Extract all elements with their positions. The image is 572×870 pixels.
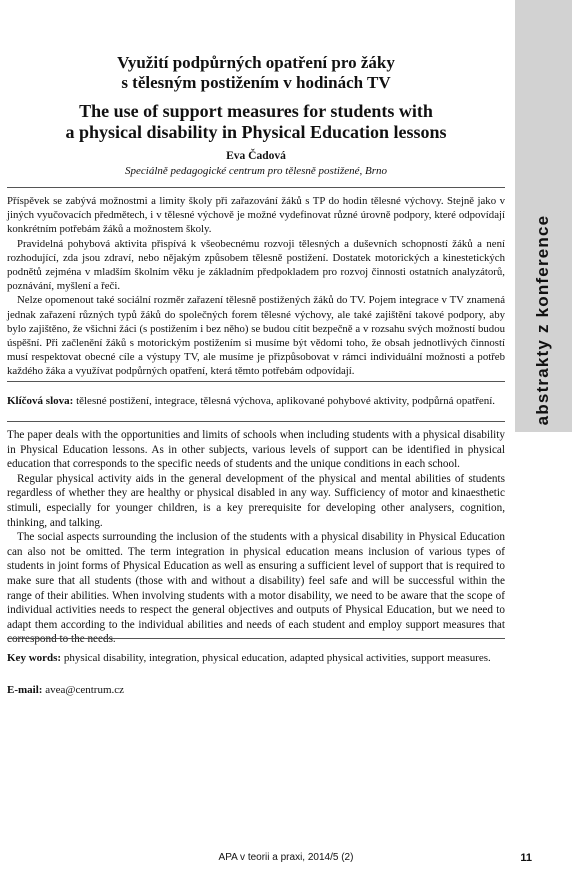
czech-abstract-paragraph: Nelze opomenout také sociální rozměr zařazení tělesně postižených žáků do TV. Pojem integrace v TV znamená jednak zařazení různých typů žáků do společných forem tělesné výchovy, ale také zajištění takové podpory, aby bylo zajištěno, že všichni žáci (s postižením i bez něho) se budou cítit bezpečně a v rozsahu svých možností budou úspěšní. Při začlenění žáků s motorickým postižením si musíme být vědomi toho, že obsah jednotlivých činností musí respektovat obecné cíle a výstupy TV, ale musíme je přizpůsobovat v rámci individuální možnosti a potřeb každého žáka a využívat podpůrných opatření, která těmto potřebám odpovídají. xyxy=(7,294,505,378)
divider xyxy=(7,187,505,188)
czech-abstract-paragraph: Pravidelná pohybová aktivita přispívá k všeobecnému rozvoji tělesných a duševních schopností žáků a není rozhodující, zda jsou zdraví, nebo nějakým způsobem tělesně postižení. Dostatek motorických a kinestetických podnětů zejména v mladším školním věku je základním předpokladem pro rozvoj činnosti ostatních analyzátorů, poznávání, myšlení a řeči. xyxy=(7,237,505,293)
english-abstract-paragraph: Regular physical activity aids in the general development of the physical and mental abilities of students regardless of whether they are healthy or physical disabled in any way. Sufficiency of motor and kinaesthetic stimuli, especially for younger children, is a key prerequisite for developing other analysers, cognition, thinking, and talking. xyxy=(7,472,505,529)
email-line xyxy=(7,683,505,697)
english-abstract-paragraph: The paper deals with the opportunities and limits of schools when including students with a physical disability in Physical Education lessons. As in other subjects, various levels of support can be identified in physical education that corresponds to the specific needs of students and the unique conditions in each school. xyxy=(7,429,505,471)
czech-title-line-1: Využití podpůrných opatření pro žáky xyxy=(117,53,395,72)
journal-citation: APA v teorii a praxi, 2014/5 (2) xyxy=(218,852,354,863)
czech-keywords-label: Klíčová slova: xyxy=(7,395,74,407)
divider xyxy=(7,381,505,382)
divider xyxy=(7,421,505,422)
english-keywords xyxy=(7,651,505,665)
conference-abstracts-sidebar xyxy=(515,0,572,432)
czech-title-line-2: s tělesným postižením v hodinách TV xyxy=(121,73,391,92)
english-abstract-paragraph: The social aspects surrounding the inclusion of the students with a physical disability in Physical Education can also not be omitted. The term integration in physical education means inclusion of various types of students in joint forms of Physical Education as well as ensuring a sufficient level of support that is required to make sure that all students (those with and without a disability) feel safe and will be successful within the range of their abilities. When involving students with a motor disability, we need to be aware that the scope of individual activities needs to respect the general objectives and outputs of Physical Education, but we need to adapt them according to the individual abilities and needs of each student and employ support measures that correspond to the needs. xyxy=(7,531,505,646)
english-title-line-1: The use of support measures for students with xyxy=(79,101,433,121)
czech-abstract-paragraph: Příspěvek se zabývá možnostmi a limity školy při zařazování žáků s TP do hodin tělesné výchovy. Stejně jako v jiných vyučovacích předmětech, i v tělesné výchově je možné vydefinovat různé úrovně podpory, které odpovídají konkrétním potřebám žáků a možnostem školy. xyxy=(7,195,505,236)
divider xyxy=(7,638,505,639)
email-label: E-mail: xyxy=(7,684,43,696)
english-keywords-text: physical disability, integration, physical education, adapted physical activities, support measures. xyxy=(63,652,491,664)
sidebar-label: abstrakty z konference xyxy=(533,214,552,426)
email-address[interactable]: avea@centrum.cz xyxy=(45,684,125,696)
author-name: Eva Čadová xyxy=(226,150,286,162)
english-abstract xyxy=(7,428,505,647)
czech-keywords-text: tělesné postižení, integrace, tělesná výchova, aplikované pohybové aktivity, podpůrná opatření. xyxy=(76,395,496,407)
page-footer xyxy=(0,852,572,866)
english-title-line-2: a physical disability in Physical Education lessons xyxy=(65,122,447,142)
english-keywords-label: Key words: xyxy=(7,652,62,664)
czech-keywords xyxy=(7,394,505,408)
author-affiliation: Speciálně pedagogické centrum pro tělesně postižené, Brno xyxy=(125,165,387,177)
page-number: 11 xyxy=(520,852,532,864)
czech-abstract xyxy=(7,194,505,379)
